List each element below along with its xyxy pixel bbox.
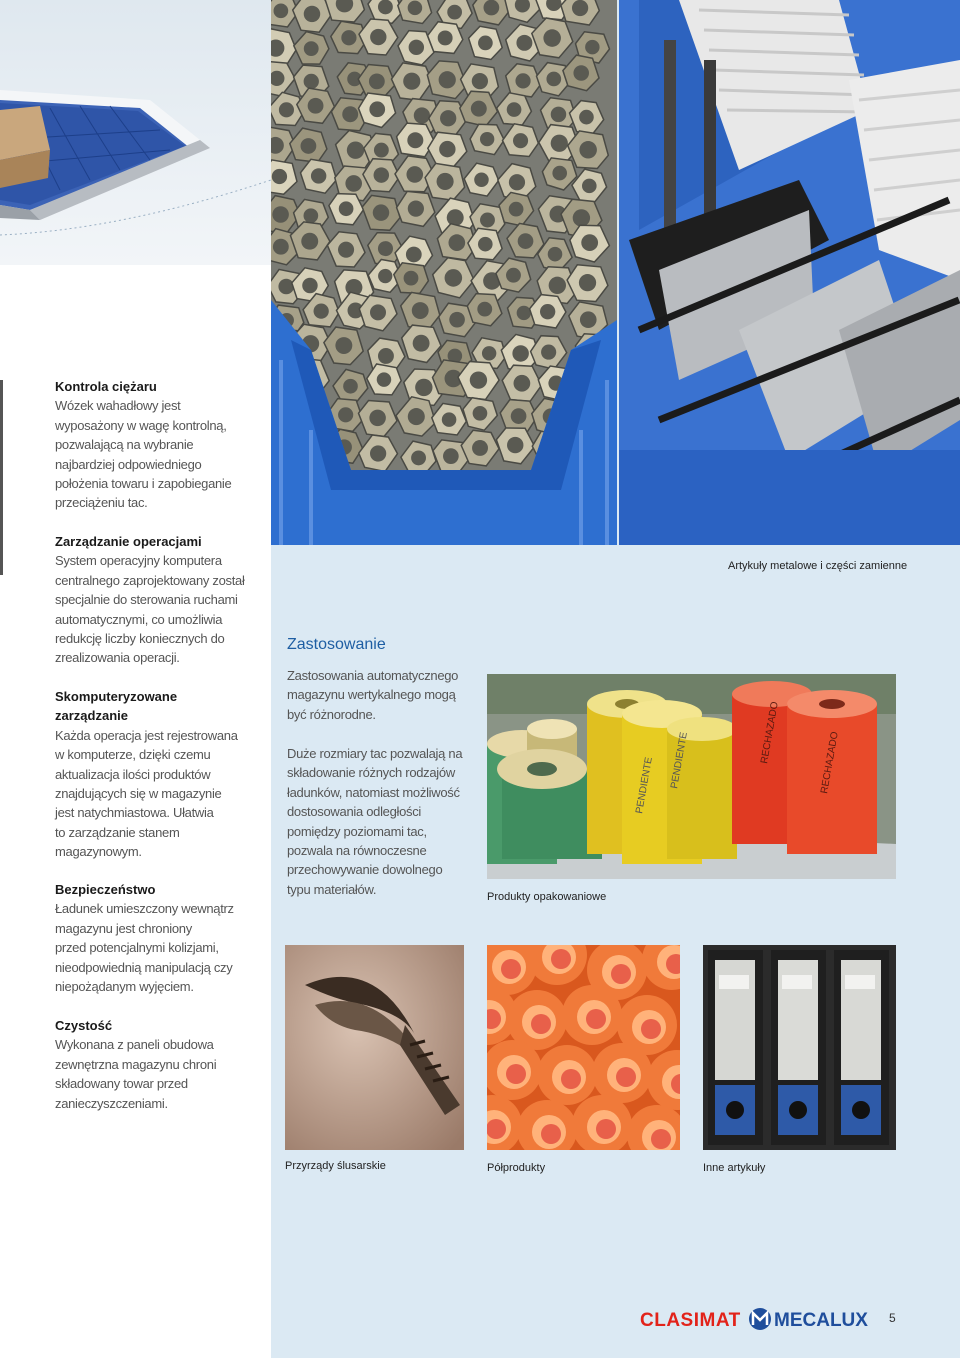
section-line: Wózek wahadłowy jest xyxy=(55,398,181,414)
paragraph-line: przechowywanie dowolnego xyxy=(287,862,443,878)
roll-label: PENDIENTE xyxy=(634,756,655,815)
section-line: magazynu jest chroniony xyxy=(55,920,192,936)
caption-other-items: Inne artykuły xyxy=(703,1162,766,1174)
paragraph-line: dostosowania odległości xyxy=(287,804,422,820)
section-line: zrealizowania operacji. xyxy=(55,650,180,666)
section-line: specjalnie do sterowania ruchami xyxy=(55,592,238,608)
section-line: Ładunek umieszczony wewnątrz xyxy=(55,901,234,917)
paragraph-line: ładunków, natomiast możliwość xyxy=(287,784,460,800)
section-line: w komputerze, dzięki czemu xyxy=(55,747,211,763)
section-line: zanieczyszczeniami. xyxy=(55,1095,168,1111)
paragraph-line: Zastosowania automatycznego xyxy=(287,668,459,683)
section-line: to zarządzanie stanem xyxy=(55,824,180,840)
section-title: Kontrola ciężaru xyxy=(55,379,157,394)
section-cleanliness xyxy=(55,1016,260,1113)
section-line: niepożądanym wyjęciem. xyxy=(55,979,194,995)
section-line: składowany towar przed xyxy=(55,1076,188,1092)
paragraph-line: Duże rozmiary tac pozwalają na xyxy=(287,746,463,761)
vise-clamps-photo xyxy=(619,0,960,545)
section-line: nieodpowiednią manipulacją czy xyxy=(55,959,233,975)
brand-logo xyxy=(640,1306,880,1332)
section-line: centralnego zaprojektowany został xyxy=(55,572,245,588)
caption-semi-products: Półprodukty xyxy=(487,1162,546,1174)
applications-paragraph-2 xyxy=(287,744,477,899)
roll-label: RECHAZADO xyxy=(759,700,781,765)
paragraph-line: składowanie różnych rodzajów xyxy=(287,765,455,781)
section-computerized-management xyxy=(55,687,260,862)
section-line: aktualizacja ilości produktów xyxy=(55,766,211,782)
applications-heading: Zastosowanie xyxy=(287,636,386,653)
section-title: Bezpieczeństwo xyxy=(55,882,156,897)
section-line: znajdujących się w magazynie xyxy=(55,786,222,802)
metal-nuts-photo xyxy=(271,0,617,545)
applications-paragraph-1 xyxy=(287,666,477,724)
section-line: jest natychmiastowa. Ułatwia xyxy=(55,805,214,821)
roll-label: RECHAZADO xyxy=(819,730,841,795)
section-line: automatycznymi, co umożliwia xyxy=(55,611,223,627)
section-weight-control xyxy=(55,377,260,513)
section-title: Skomputeryzowane xyxy=(55,689,178,704)
section-line: położenia towaru i zapobieganie xyxy=(55,476,232,492)
section-line: przed potencjalnymi kolizjami, xyxy=(55,940,219,956)
section-operations-management xyxy=(55,532,260,668)
section-line: Każda operacja jest rejestrowana xyxy=(55,727,238,743)
paragraph-line: być różnorodne. xyxy=(287,706,376,722)
brand-mecalux: MECALUX xyxy=(774,1310,868,1331)
caption-tools: Przyrządy ślusarskie xyxy=(285,1160,386,1172)
section-title: zarządzanie xyxy=(55,708,128,724)
brand-clasimat: CLASIMAT xyxy=(640,1310,741,1331)
section-line: magazynowym. xyxy=(55,844,142,860)
caption-packaging: Produkty opakowaniowe xyxy=(487,891,607,903)
section-line: pozwalającą na wybranie xyxy=(55,437,194,453)
binders-photo xyxy=(703,945,896,1150)
orange-tubes-photo xyxy=(487,945,680,1150)
section-safety xyxy=(55,880,260,996)
roll-label: PENDIENTE xyxy=(669,731,690,790)
section-line: redukcję liczby koniecznych do xyxy=(55,631,225,647)
paragraph-line: pomiędzy poziomami tac, xyxy=(287,823,427,839)
section-title: Zarządzanie operacjami xyxy=(55,534,202,549)
section-line: System operacyjny komputera xyxy=(55,553,222,569)
caption-metal-parts: Artykuły metalowe i części zamienne xyxy=(728,560,908,572)
page-number: 5 xyxy=(889,1311,896,1325)
section-title: Czystość xyxy=(55,1018,113,1033)
paragraph-line: typu materiałów. xyxy=(287,881,377,897)
shuttle-tray-photo xyxy=(0,0,271,265)
paragraph-line: pozwala na równoczesne xyxy=(287,843,427,859)
section-line: przeciążeniu tac. xyxy=(55,495,148,511)
section-line: najbardziej odpowiedniego xyxy=(55,456,202,472)
sidebar-divider xyxy=(0,380,3,575)
drill-bit-photo xyxy=(285,945,464,1150)
label-rolls-photo xyxy=(487,674,896,879)
section-line: zewnętrzna magazynu chroni xyxy=(55,1056,217,1072)
section-line: Wykonana z paneli obudowa xyxy=(55,1037,214,1053)
section-line: wyposażony w wagę kontrolną, xyxy=(55,417,227,433)
paragraph-line: magazynu wertykalnego mogą xyxy=(287,687,456,703)
